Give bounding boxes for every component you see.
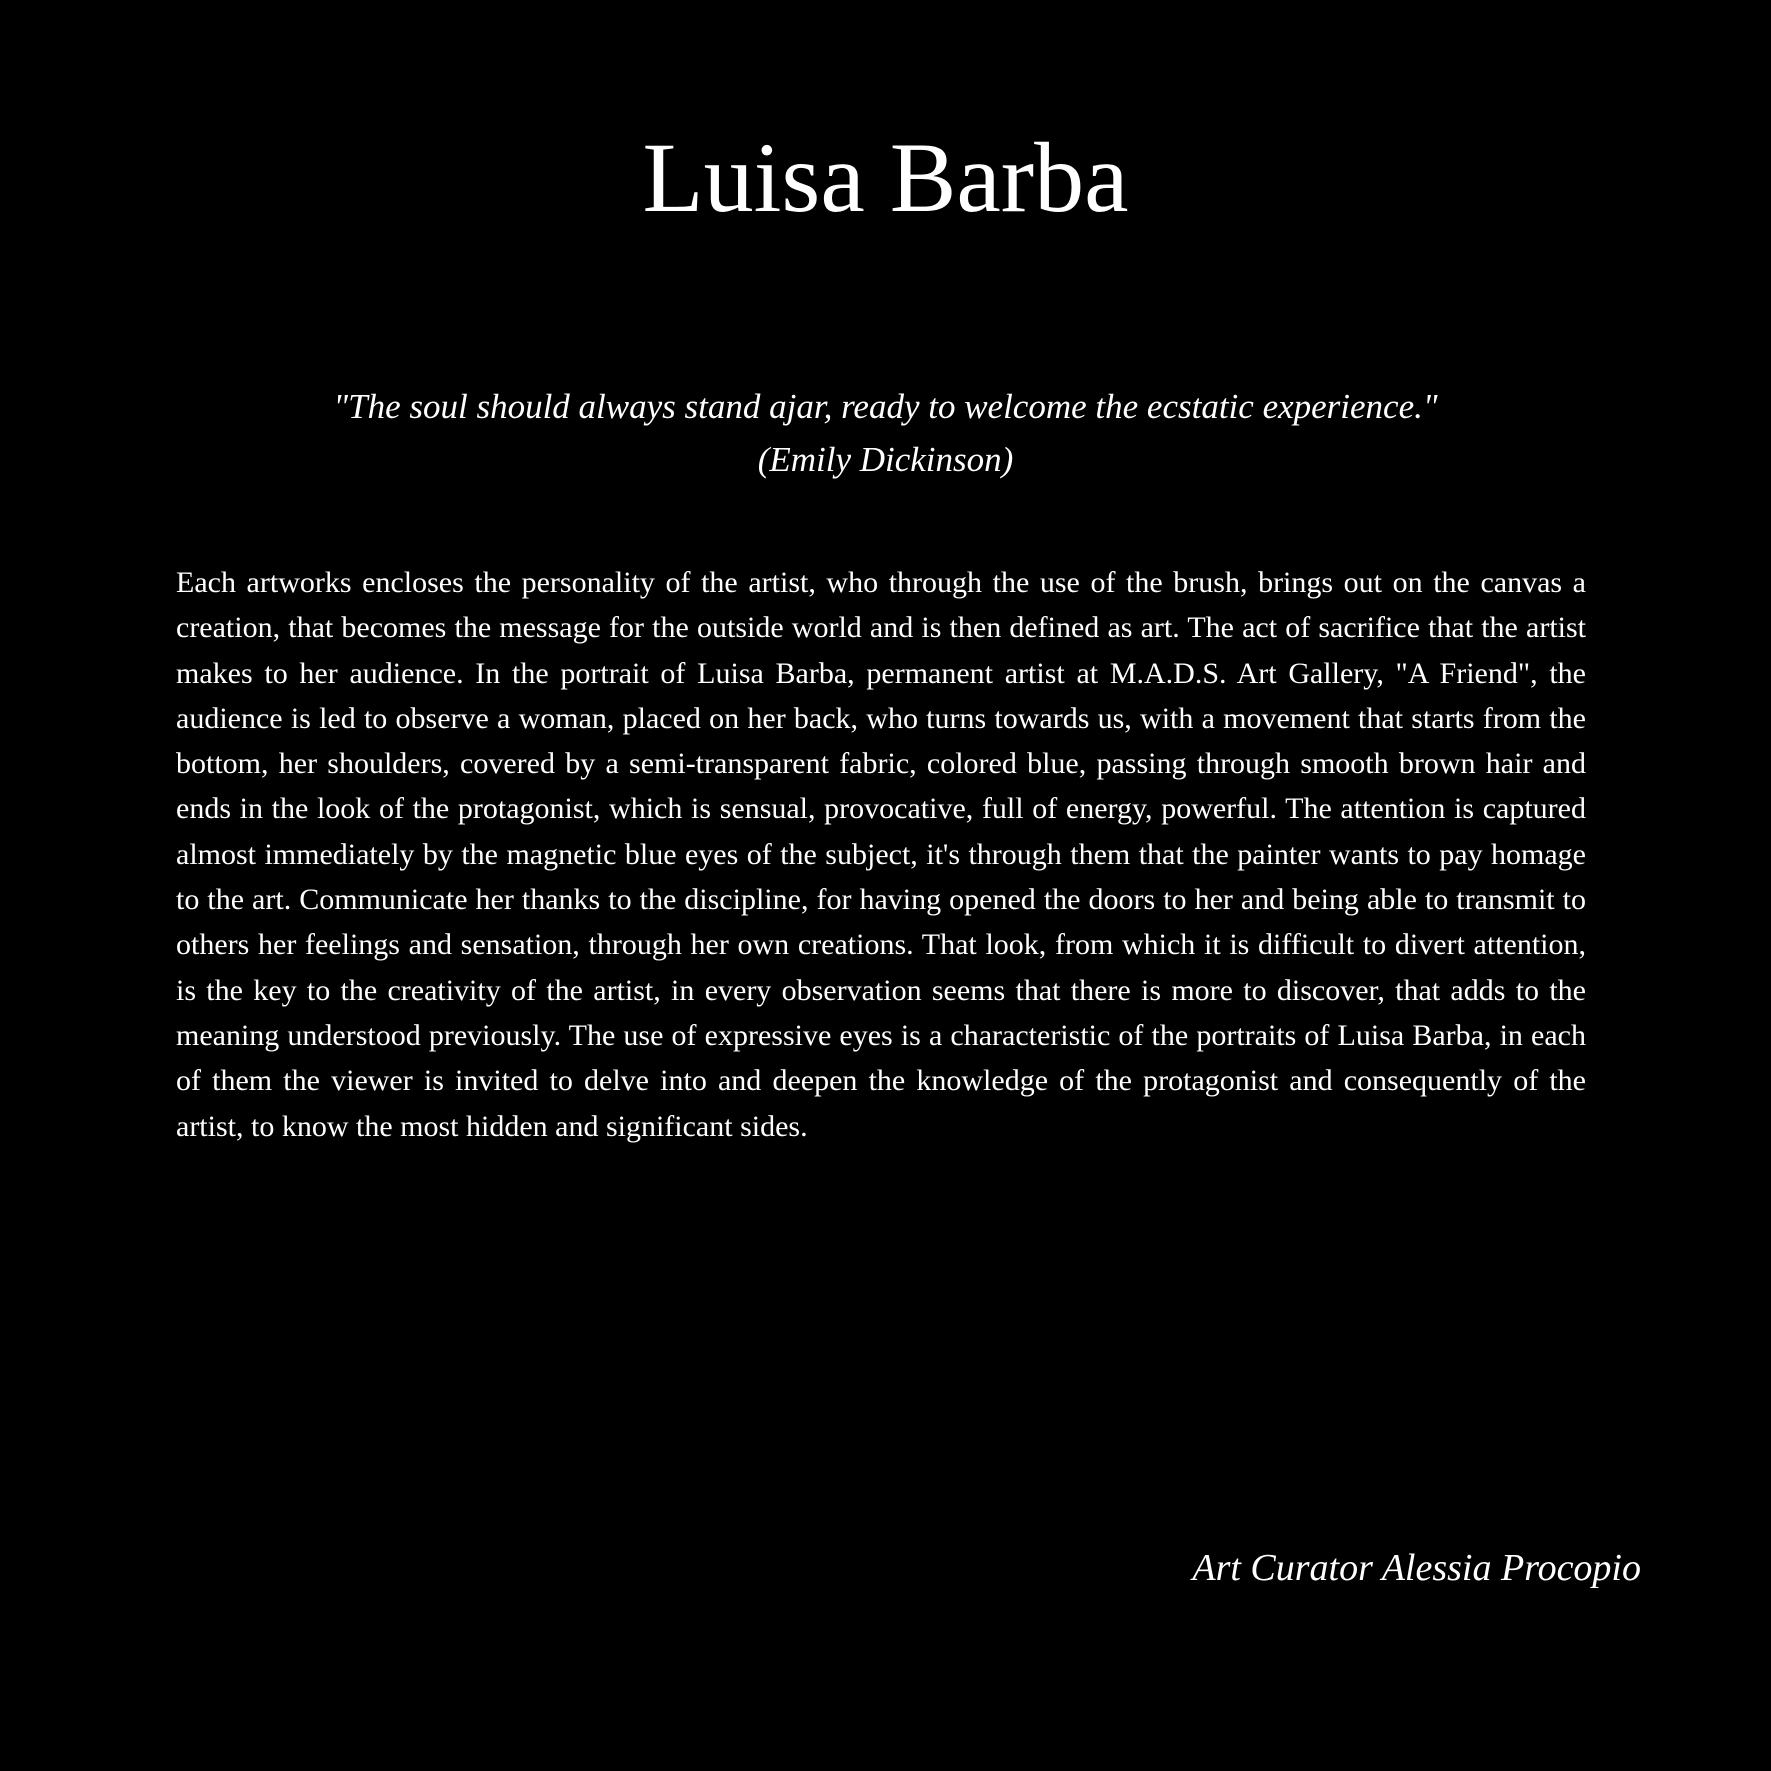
curator-text-body: Each artworks encloses the personality of the artist, who through the use of the brush, brings out on the canvas a creation, that becomes the message for the outside world and is then defined as art. The act of sacrifice that the artist makes to her audience. In the portrait of Luisa Barba, permanent artist at M.A.D.S. Art Gallery, "A Friend", the audience is led to observe a woman, placed on her back, who turns towards us, with a movement that starts from the bottom, her shoulders, covered by a semi-transparent fabric, colored blue, passing through smooth brown hair and ends in the look of the protagonist, which is sensual, provocative, full of energy, powerful. The attention is captured almost immediately by the magnetic blue eyes of the subject, it's through them that the painter wants to pay homage to the art. Communicate her thanks to the discipline, for having opened the doors to her and being able to transmit to others her feelings and sensation, through her own creations. That look, from which it is difficult to divert attention, is the key to the creativity of the artist, in every observation seems that there is more to discover, that adds to the meaning understood previously. The use of expressive eyes is a characteristic of the portraits of Luisa Barba, in each of them the viewer is invited to delve into and deepen the knowledge of the protagonist and consequently of the artist, to know the most hidden and significant sides. [176,566,1586,1143]
quote-text: "The soul should always stand ajar, ready to welcome the ecstatic experience." [333,387,1438,426]
quote-author: (Emily Dickinson) [757,440,1014,479]
epigraph-quote [0,380,1771,486]
artist-title: Luisa Barba [642,122,1129,233]
curator-signature: Art Curator Alessia Procopio [1192,1547,1641,1589]
